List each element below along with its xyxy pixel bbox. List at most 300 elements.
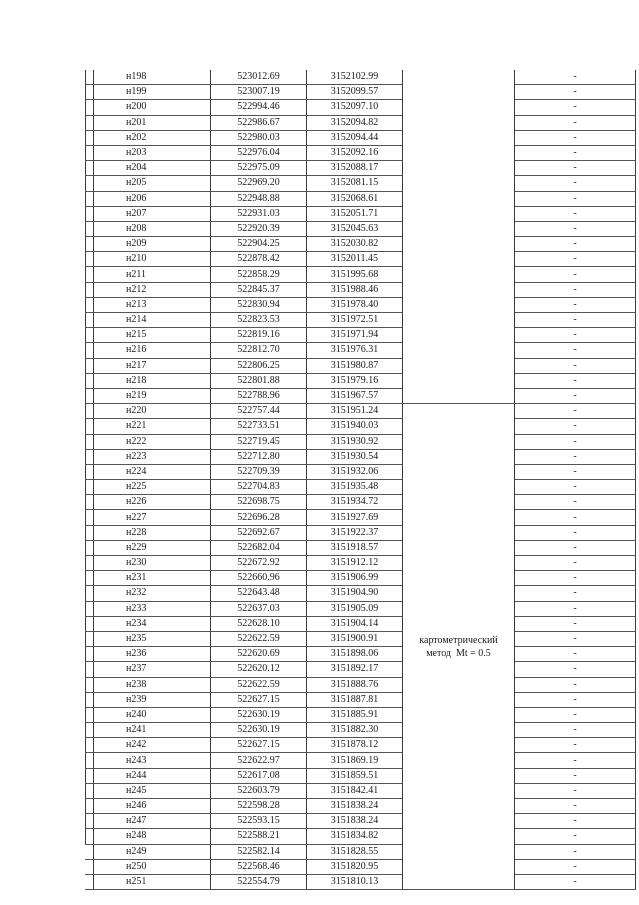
table-row	[85, 252, 636, 267]
point-name-cell: н214	[94, 313, 211, 328]
method-note-line1: картометрический	[419, 634, 498, 646]
y-coordinate-cell: 3151918.57	[307, 540, 403, 555]
point-name-cell: н221	[94, 419, 211, 434]
table-row	[85, 191, 636, 206]
row-margin-cell	[85, 313, 94, 328]
x-coordinate-cell: 522878.42	[211, 252, 307, 267]
method-cell	[403, 404, 515, 890]
row-margin-cell	[85, 677, 94, 692]
accuracy-cell: -	[515, 388, 636, 403]
y-coordinate-cell: 3151810.13	[307, 874, 403, 889]
accuracy-cell: -	[515, 464, 636, 479]
row-margin-cell	[85, 662, 94, 677]
row-margin-cell	[85, 556, 94, 571]
row-margin-cell	[85, 753, 94, 768]
row-margin-cell	[85, 267, 94, 282]
accuracy-cell: -	[515, 768, 636, 783]
x-coordinate-cell: 522568.46	[211, 859, 307, 874]
accuracy-cell: -	[515, 601, 636, 616]
y-coordinate-cell: 3151892.17	[307, 662, 403, 677]
point-name-cell: н223	[94, 449, 211, 464]
row-margin-cell	[85, 297, 94, 312]
accuracy-cell: -	[515, 252, 636, 267]
x-coordinate-cell: 522733.51	[211, 419, 307, 434]
point-name-cell: н250	[94, 859, 211, 874]
table-row	[85, 662, 636, 677]
table-row	[85, 631, 636, 646]
y-coordinate-cell: 3151930.54	[307, 449, 403, 464]
row-margin-cell	[85, 768, 94, 783]
accuracy-cell: -	[515, 571, 636, 586]
accuracy-cell: -	[515, 404, 636, 419]
table-row	[85, 388, 636, 403]
table-row	[85, 495, 636, 510]
row-margin-cell	[85, 844, 94, 859]
y-coordinate-cell: 3152088.17	[307, 161, 403, 176]
x-coordinate-cell: 522582.14	[211, 844, 307, 859]
point-name-cell: н231	[94, 571, 211, 586]
point-name-cell: н246	[94, 799, 211, 814]
point-name-cell: н249	[94, 844, 211, 859]
y-coordinate-cell: 3151951.24	[307, 404, 403, 419]
point-name-cell: н247	[94, 814, 211, 829]
y-coordinate-cell: 3151842.41	[307, 783, 403, 798]
table-row	[85, 859, 636, 874]
point-name-cell: н210	[94, 252, 211, 267]
point-name-cell: н222	[94, 434, 211, 449]
accuracy-cell: -	[515, 586, 636, 601]
table-row	[85, 799, 636, 814]
y-coordinate-cell: 3151922.37	[307, 525, 403, 540]
row-margin-cell	[85, 464, 94, 479]
accuracy-cell: -	[515, 677, 636, 692]
row-margin-cell	[85, 237, 94, 252]
row-margin-cell	[85, 647, 94, 662]
table-row	[85, 738, 636, 753]
x-coordinate-cell: 522617.08	[211, 768, 307, 783]
x-coordinate-cell: 522931.03	[211, 206, 307, 221]
y-coordinate-cell: 3151882.30	[307, 723, 403, 738]
row-margin-cell	[85, 540, 94, 555]
point-name-cell: н208	[94, 221, 211, 236]
accuracy-cell: -	[515, 525, 636, 540]
point-name-cell: н216	[94, 343, 211, 358]
accuracy-cell: -	[515, 495, 636, 510]
x-coordinate-cell: 522830.94	[211, 297, 307, 312]
x-coordinate-cell: 522823.53	[211, 313, 307, 328]
x-coordinate-cell: 522812.70	[211, 343, 307, 358]
point-name-cell: н218	[94, 373, 211, 388]
point-name-cell: н232	[94, 586, 211, 601]
accuracy-cell: -	[515, 616, 636, 631]
accuracy-cell: -	[515, 267, 636, 282]
x-coordinate-cell: 522603.79	[211, 783, 307, 798]
row-margin-cell	[85, 145, 94, 160]
row-margin-cell	[85, 176, 94, 191]
table-row	[85, 343, 636, 358]
point-name-cell: н212	[94, 282, 211, 297]
accuracy-cell: -	[515, 449, 636, 464]
row-margin-cell	[85, 206, 94, 221]
y-coordinate-cell: 3151885.91	[307, 707, 403, 722]
table-row	[85, 115, 636, 130]
table-row	[85, 358, 636, 373]
x-coordinate-cell: 522975.09	[211, 161, 307, 176]
x-coordinate-cell: 522643.48	[211, 586, 307, 601]
y-coordinate-cell: 3151930.92	[307, 434, 403, 449]
row-margin-cell	[85, 738, 94, 753]
accuracy-cell: -	[515, 631, 636, 646]
x-coordinate-cell: 522757.44	[211, 404, 307, 419]
table-row	[85, 874, 636, 889]
point-name-cell: н241	[94, 723, 211, 738]
point-name-cell: н244	[94, 768, 211, 783]
y-coordinate-cell: 3152068.61	[307, 191, 403, 206]
x-coordinate-cell: 522637.03	[211, 601, 307, 616]
y-coordinate-cell: 3151978.40	[307, 297, 403, 312]
point-name-cell: н248	[94, 829, 211, 844]
y-coordinate-cell: 3152011.45	[307, 252, 403, 267]
x-coordinate-cell: 522980.03	[211, 130, 307, 145]
x-coordinate-cell: 522709.39	[211, 464, 307, 479]
table-row	[85, 525, 636, 540]
x-coordinate-cell: 522620.12	[211, 662, 307, 677]
y-coordinate-cell: 3151828.55	[307, 844, 403, 859]
accuracy-cell: -	[515, 814, 636, 829]
row-margin-cell	[85, 191, 94, 206]
row-margin-cell	[85, 525, 94, 540]
table-row	[85, 616, 636, 631]
y-coordinate-cell: 3151979.16	[307, 373, 403, 388]
y-coordinate-cell: 3151898.06	[307, 647, 403, 662]
accuracy-cell: -	[515, 85, 636, 100]
accuracy-cell: -	[515, 738, 636, 753]
y-coordinate-cell: 3152045.63	[307, 221, 403, 236]
row-margin-cell	[85, 480, 94, 495]
x-coordinate-cell: 522628.10	[211, 616, 307, 631]
y-coordinate-cell: 3151976.31	[307, 343, 403, 358]
row-margin-cell	[85, 343, 94, 358]
point-name-cell: н237	[94, 662, 211, 677]
row-margin-cell	[85, 328, 94, 343]
point-name-cell: н202	[94, 130, 211, 145]
table-row	[85, 692, 636, 707]
point-name-cell: н236	[94, 647, 211, 662]
x-coordinate-cell: 522554.79	[211, 874, 307, 889]
table-row	[85, 100, 636, 115]
y-coordinate-cell: 3152081.15	[307, 176, 403, 191]
point-name-cell: н235	[94, 631, 211, 646]
table-row	[85, 221, 636, 236]
accuracy-cell: -	[515, 328, 636, 343]
table-row	[85, 510, 636, 525]
accuracy-cell: -	[515, 723, 636, 738]
point-name-cell: н207	[94, 206, 211, 221]
x-coordinate-cell: 522976.04	[211, 145, 307, 160]
y-coordinate-cell: 3152094.44	[307, 130, 403, 145]
accuracy-cell: -	[515, 434, 636, 449]
point-name-cell: н238	[94, 677, 211, 692]
x-coordinate-cell: 522806.25	[211, 358, 307, 373]
x-coordinate-cell: 522704.83	[211, 480, 307, 495]
y-coordinate-cell: 3151838.24	[307, 799, 403, 814]
point-name-cell: н239	[94, 692, 211, 707]
row-margin-cell	[85, 85, 94, 100]
table-row	[85, 707, 636, 722]
x-coordinate-cell: 522630.19	[211, 723, 307, 738]
x-coordinate-cell: 522682.04	[211, 540, 307, 555]
table-row	[85, 814, 636, 829]
point-name-cell: н251	[94, 874, 211, 889]
x-coordinate-cell: 522904.25	[211, 237, 307, 252]
y-coordinate-cell: 3151995.68	[307, 267, 403, 282]
x-coordinate-cell: 522622.59	[211, 677, 307, 692]
row-margin-cell	[85, 723, 94, 738]
x-coordinate-cell: 522696.28	[211, 510, 307, 525]
accuracy-cell: -	[515, 844, 636, 859]
accuracy-cell: -	[515, 480, 636, 495]
point-name-cell: н198	[94, 70, 211, 85]
table-row	[85, 419, 636, 434]
x-coordinate-cell: 522692.67	[211, 525, 307, 540]
accuracy-cell: -	[515, 647, 636, 662]
accuracy-cell: -	[515, 510, 636, 525]
row-margin-cell	[85, 859, 94, 874]
row-margin-cell	[85, 692, 94, 707]
y-coordinate-cell: 3152102.99	[307, 70, 403, 85]
row-margin-cell	[85, 829, 94, 844]
x-coordinate-cell: 522627.15	[211, 738, 307, 753]
point-name-cell: н203	[94, 145, 211, 160]
y-coordinate-cell: 3152094.82	[307, 115, 403, 130]
y-coordinate-cell: 3151967.57	[307, 388, 403, 403]
accuracy-cell: -	[515, 237, 636, 252]
point-name-cell: н199	[94, 85, 211, 100]
y-coordinate-cell: 3151900.91	[307, 631, 403, 646]
point-name-cell: н240	[94, 707, 211, 722]
accuracy-cell: -	[515, 145, 636, 160]
row-margin-cell	[85, 616, 94, 631]
table-row	[85, 373, 636, 388]
y-coordinate-cell: 3151906.99	[307, 571, 403, 586]
accuracy-cell: -	[515, 206, 636, 221]
table-row	[85, 647, 636, 662]
row-margin-cell	[85, 373, 94, 388]
point-name-cell: н243	[94, 753, 211, 768]
table-row	[85, 130, 636, 145]
row-margin-cell	[85, 161, 94, 176]
accuracy-cell: -	[515, 343, 636, 358]
point-name-cell: н227	[94, 510, 211, 525]
x-coordinate-cell: 522660.96	[211, 571, 307, 586]
table-row	[85, 206, 636, 221]
x-coordinate-cell: 522593.15	[211, 814, 307, 829]
x-coordinate-cell: 522948.88	[211, 191, 307, 206]
x-coordinate-cell: 522698.75	[211, 495, 307, 510]
row-margin-cell	[85, 586, 94, 601]
row-margin-cell	[85, 631, 94, 646]
x-coordinate-cell: 522630.19	[211, 707, 307, 722]
point-name-cell: н205	[94, 176, 211, 191]
point-name-cell: н220	[94, 404, 211, 419]
x-coordinate-cell: 522588.21	[211, 829, 307, 844]
row-margin-cell	[85, 874, 94, 889]
y-coordinate-cell: 3151988.46	[307, 282, 403, 297]
y-coordinate-cell: 3152097.10	[307, 100, 403, 115]
point-name-cell: н233	[94, 601, 211, 616]
table-row	[85, 449, 636, 464]
row-margin-cell	[85, 70, 94, 85]
x-coordinate-cell: 522620.69	[211, 647, 307, 662]
y-coordinate-cell: 3151980.87	[307, 358, 403, 373]
method-cell-empty	[403, 70, 515, 404]
y-coordinate-cell: 3152092.16	[307, 145, 403, 160]
point-name-cell: н217	[94, 358, 211, 373]
row-margin-cell	[85, 100, 94, 115]
y-coordinate-cell: 3152030.82	[307, 237, 403, 252]
row-margin-cell	[85, 221, 94, 236]
point-name-cell: н211	[94, 267, 211, 282]
point-name-cell: н245	[94, 783, 211, 798]
x-coordinate-cell: 522672.92	[211, 556, 307, 571]
table-row	[85, 85, 636, 100]
row-margin-cell	[85, 783, 94, 798]
point-name-cell: н201	[94, 115, 211, 130]
table-row	[85, 176, 636, 191]
row-margin-cell	[85, 707, 94, 722]
accuracy-cell: -	[515, 221, 636, 236]
table-row	[85, 753, 636, 768]
table-row	[85, 313, 636, 328]
row-margin-cell	[85, 449, 94, 464]
y-coordinate-cell: 3151878.12	[307, 738, 403, 753]
point-name-cell: н209	[94, 237, 211, 252]
point-name-cell: н200	[94, 100, 211, 115]
point-name-cell: н204	[94, 161, 211, 176]
point-name-cell: н206	[94, 191, 211, 206]
x-coordinate-cell: 522788.96	[211, 388, 307, 403]
accuracy-cell: -	[515, 115, 636, 130]
point-name-cell: н215	[94, 328, 211, 343]
accuracy-cell: -	[515, 297, 636, 312]
row-margin-cell	[85, 799, 94, 814]
x-coordinate-cell: 522712.80	[211, 449, 307, 464]
x-coordinate-cell: 523007.19	[211, 85, 307, 100]
accuracy-cell: -	[515, 176, 636, 191]
accuracy-cell: -	[515, 130, 636, 145]
accuracy-cell: -	[515, 373, 636, 388]
x-coordinate-cell: 522627.15	[211, 692, 307, 707]
table-row	[85, 586, 636, 601]
x-coordinate-cell: 522920.39	[211, 221, 307, 236]
table-row	[85, 480, 636, 495]
y-coordinate-cell: 3151934.72	[307, 495, 403, 510]
table-row	[85, 464, 636, 479]
y-coordinate-cell: 3151912.12	[307, 556, 403, 571]
point-name-cell: н234	[94, 616, 211, 631]
row-margin-cell	[85, 282, 94, 297]
y-coordinate-cell: 3151935.48	[307, 480, 403, 495]
accuracy-cell: -	[515, 540, 636, 555]
table-row	[85, 844, 636, 859]
y-coordinate-cell: 3151887.81	[307, 692, 403, 707]
accuracy-cell: -	[515, 161, 636, 176]
row-margin-cell	[85, 495, 94, 510]
point-name-cell: н229	[94, 540, 211, 555]
table-row	[85, 297, 636, 312]
table-row	[85, 328, 636, 343]
point-name-cell: н230	[94, 556, 211, 571]
y-coordinate-cell: 3151972.51	[307, 313, 403, 328]
row-margin-cell	[85, 814, 94, 829]
accuracy-cell: -	[515, 556, 636, 571]
row-margin-cell	[85, 388, 94, 403]
y-coordinate-cell: 3151834.82	[307, 829, 403, 844]
point-name-cell: н226	[94, 495, 211, 510]
table-row	[85, 237, 636, 252]
x-coordinate-cell: 522598.28	[211, 799, 307, 814]
accuracy-cell: -	[515, 100, 636, 115]
table-row	[85, 404, 636, 419]
table-row	[85, 601, 636, 616]
table-row	[85, 571, 636, 586]
row-margin-cell	[85, 115, 94, 130]
row-margin-cell	[85, 404, 94, 419]
y-coordinate-cell: 3152099.57	[307, 85, 403, 100]
x-coordinate-cell: 522801.88	[211, 373, 307, 388]
y-coordinate-cell: 3151904.90	[307, 586, 403, 601]
row-margin-cell	[85, 252, 94, 267]
table-row	[85, 70, 636, 85]
row-margin-cell	[85, 601, 94, 616]
point-name-cell: н224	[94, 464, 211, 479]
accuracy-cell: -	[515, 799, 636, 814]
point-name-cell: н242	[94, 738, 211, 753]
x-coordinate-cell: 522622.97	[211, 753, 307, 768]
x-coordinate-cell: 522845.37	[211, 282, 307, 297]
table-row	[85, 267, 636, 282]
row-margin-cell	[85, 434, 94, 449]
y-coordinate-cell: 3151905.09	[307, 601, 403, 616]
table-row	[85, 829, 636, 844]
row-margin-cell	[85, 358, 94, 373]
x-coordinate-cell: 522986.67	[211, 115, 307, 130]
table-row	[85, 723, 636, 738]
coordinates-table	[85, 70, 636, 890]
x-coordinate-cell: 522994.46	[211, 100, 307, 115]
y-coordinate-cell: 3151904.14	[307, 616, 403, 631]
table-row	[85, 768, 636, 783]
coordinates-table-body	[85, 70, 636, 890]
x-coordinate-cell: 522622.59	[211, 631, 307, 646]
y-coordinate-cell: 3152051.71	[307, 206, 403, 221]
accuracy-cell: -	[515, 707, 636, 722]
accuracy-cell: -	[515, 313, 636, 328]
row-margin-cell	[85, 419, 94, 434]
point-name-cell: н213	[94, 297, 211, 312]
y-coordinate-cell: 3151888.76	[307, 677, 403, 692]
row-margin-cell	[85, 130, 94, 145]
x-coordinate-cell: 523012.69	[211, 70, 307, 85]
accuracy-cell: -	[515, 829, 636, 844]
accuracy-cell: -	[515, 282, 636, 297]
accuracy-cell: -	[515, 859, 636, 874]
accuracy-cell: -	[515, 692, 636, 707]
accuracy-cell: -	[515, 783, 636, 798]
x-coordinate-cell: 522719.45	[211, 434, 307, 449]
table-row	[85, 556, 636, 571]
y-coordinate-cell: 3151971.94	[307, 328, 403, 343]
